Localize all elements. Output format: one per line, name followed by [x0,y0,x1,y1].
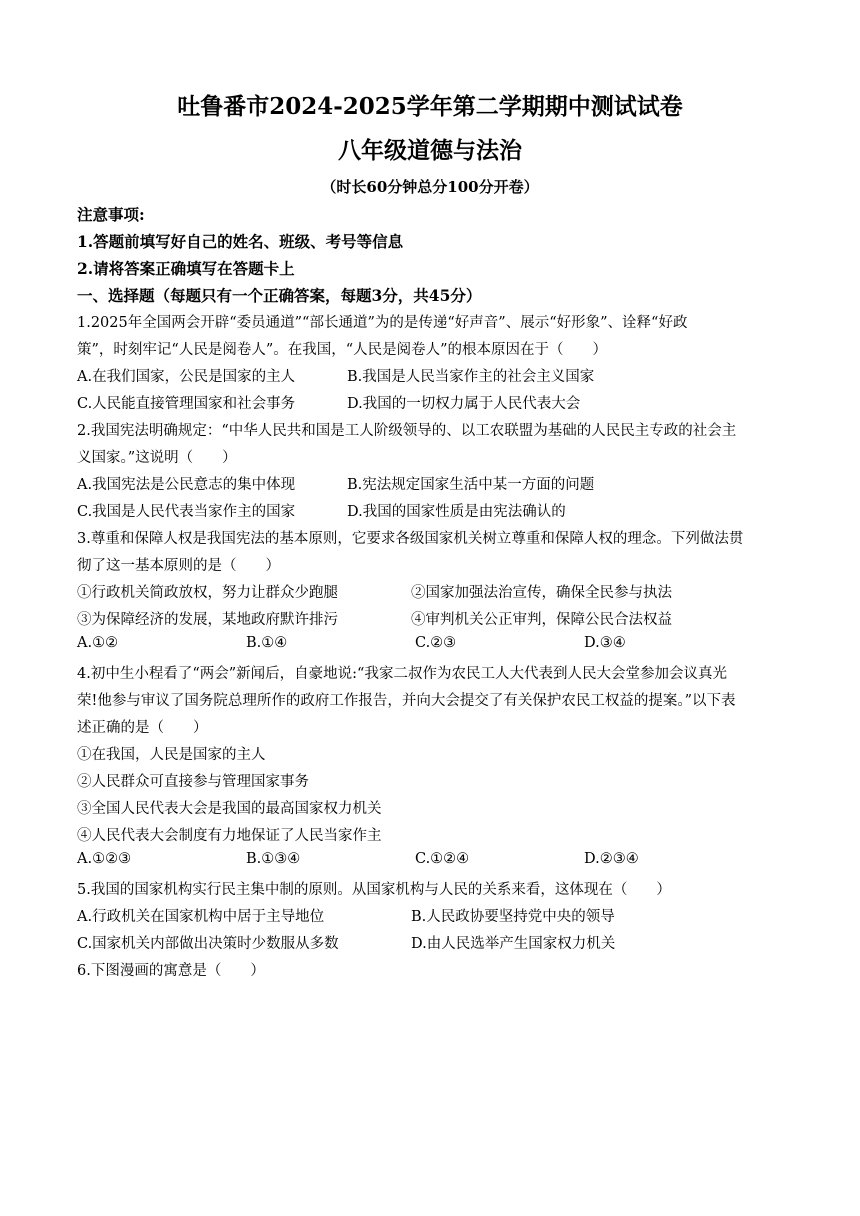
question-1-option-a: A.在我们国家，公民是国家的主人 [77,369,296,385]
notice-item-2: 2.请将答案正确填写在答题卡上 [77,259,295,278]
question-1-option-b: B.我国是人民当家作主的社会主义国家 [347,369,595,385]
question-2-option-c: C.我国是人民代表当家作主的国家 [77,504,296,520]
question-1-line-2: 策”，时刻牢记“人民是阅卷人”。在我国，“人民是阅卷人”的根本原因在于（ ） [77,342,608,358]
question-3-line-1: 3.尊重和保障人权是我国宪法的基本原则，它要求各级国家机关树立尊重和保障人权的理念。下列做法贯 [77,531,744,547]
question-4-option-c: C.①②④ [415,851,470,867]
question-2-option-d: D.我国的国家性质是由宪法确认的 [347,504,566,520]
question-3-option-c: C.②③ [415,635,457,651]
question-5-option-b: B.人民政协要坚持党中央的领导 [411,909,615,925]
question-5-line-1: 5.我国的国家机构实行民主集中制的原则。从国家机构与人民的关系来看，这体现在（ ） [77,882,671,898]
question-1-option-d: D.我国的一切权力属于人民代表大会 [347,396,581,412]
question-4-option-b: B.①③④ [246,851,301,867]
question-4-statement-3: ③全国人民代表大会是我国的最高国家权力机关 [77,801,382,817]
question-1-line-1: 1.2025年全国两会开辟“委员通道”“部长通道”为的是传递“好声音”、展示“好形象”、诠释“好政 [77,315,688,331]
exam-duration-note: （时长60分钟总分100分开卷） [321,178,539,196]
question-4-statement-1: ①在我国，人民是国家的主人 [77,747,266,763]
question-4-line-1: 4.初中生小程看了“两会”新闻后，自豪地说:“我家二叔作为农民工人大代表到人民大会堂参加会议真光 [77,666,727,682]
question-5-option-a: A.行政机关在国家机构中居于主导地位 [77,909,325,925]
question-2-line-1: 2.我国宪法明确规定：“中华人民共和国是工人阶级领导的、以工农联盟为基础的人民民主专政的社会主 [77,423,737,439]
question-2-option-a: A.我国宪法是公民意志的集中体现 [77,477,296,493]
question-2-option-b: B.宪法规定国家生活中某一方面的问题 [347,477,595,493]
question-4-line-2: 荣!他参与审议了国务院总理所作的政府工作报告，并向大会提交了有关保护农民工权益的提案。”以下表 [77,693,736,709]
question-1-option-c: C.人民能直接管理国家和社会事务 [77,396,296,412]
question-3-statement-2: ②国家加强法治宣传，确保全民参与执法 [411,585,672,601]
question-2-line-2: 义国家。”这说明（ ） [77,450,237,466]
question-3-option-a: A.①② [77,635,119,651]
question-4-statement-4: ④人民代表大会制度有力地保证了人民当家作主 [77,828,382,844]
notice-heading: 注意事项: [77,205,145,224]
question-3-option-b: B.①④ [246,635,288,651]
exam-subject: 八年级道德与法治 [338,137,522,164]
question-5-option-d: D.由人民选举产生国家权力机关 [411,936,616,952]
question-4-statement-2: ②人民群众可直接参与管理国家事务 [77,774,309,790]
question-3-statement-4: ④审判机关公正审判，保障公民合法权益 [411,612,672,628]
question-3-statement-1: ①行政机关简政放权，努力让群众少跑腿 [77,585,338,601]
question-5-option-c: C.国家机关内部做出决策时少数服从多数 [77,936,339,952]
question-4-option-a: A.①②③ [77,851,132,867]
section-heading: 一、选择题（每题只有一个正确答案，每题3分，共45分） [77,286,482,305]
question-4-line-3: 述正确的是（ ） [77,720,208,736]
exam-title: 吐鲁番市2024-2025学年第二学期期中测试试卷 [177,93,683,120]
question-4-option-d: D.②③④ [584,851,639,867]
question-3-statement-3: ③为保障经济的发展，某地政府默许排污 [77,612,338,628]
notice-item-1: 1.答题前填写好自己的姓名、班级、考号等信息 [77,232,404,251]
question-3-option-d: D.③④ [584,635,626,651]
question-6-line-1: 6.下图漫画的寓意是（ ） [77,963,265,979]
question-3-line-2: 彻了这一基本原则的是（ ） [77,558,280,574]
